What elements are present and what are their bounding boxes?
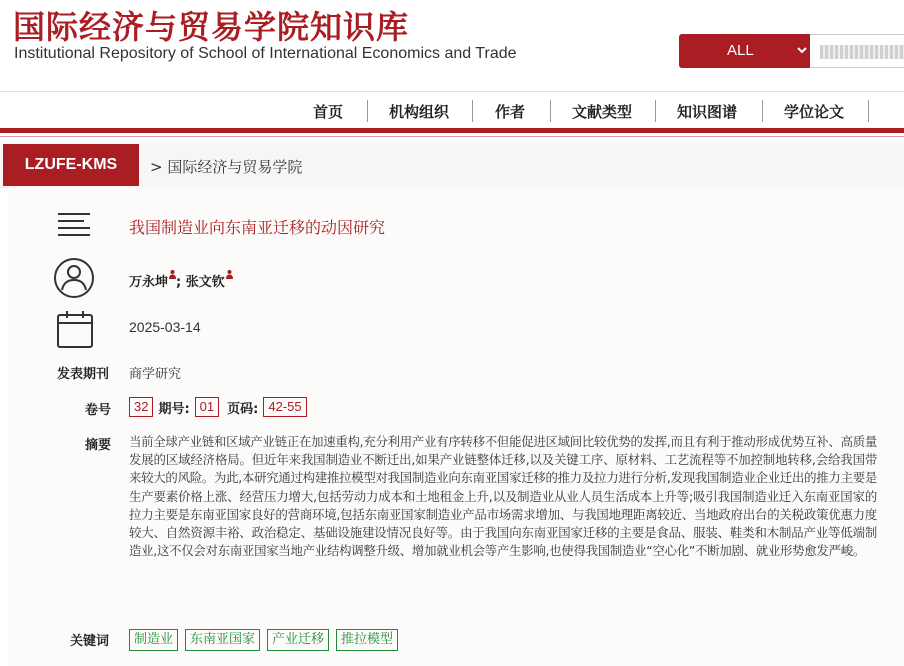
site-title-cn[interactable]: 国际经济与贸易学院知识库 bbox=[13, 8, 410, 46]
publish-date: 2025-03-14 bbox=[129, 319, 201, 335]
author-link[interactable] bbox=[186, 275, 233, 290]
author-name: 万永坤 bbox=[129, 275, 169, 290]
nav-separator bbox=[367, 100, 368, 122]
search-input[interactable] bbox=[810, 34, 904, 68]
author-link[interactable] bbox=[129, 275, 176, 290]
issue-value: 01 bbox=[195, 397, 219, 417]
nav-item-knowledge-graph[interactable]: 知识图谱 bbox=[677, 103, 738, 121]
author-separator: ; bbox=[176, 275, 186, 290]
nav-separator bbox=[472, 100, 473, 122]
person-icon bbox=[226, 270, 233, 279]
main-nav bbox=[0, 92, 904, 128]
nav-thin-rule bbox=[0, 136, 904, 137]
breadcrumb[interactable]: > 国际经济与贸易学院 bbox=[150, 158, 303, 176]
journal-name[interactable]: 商学研究 bbox=[129, 367, 182, 382]
author-list bbox=[129, 271, 233, 290]
journal-label: 发表期刊 bbox=[57, 367, 110, 382]
site-title-en: Institutional Repository of School of International Economics and Trade bbox=[14, 45, 517, 62]
keyword-list bbox=[129, 628, 405, 650]
nav-item-authors[interactable]: 作者 bbox=[495, 103, 526, 121]
keywords-label: 关键词 bbox=[70, 634, 110, 649]
menu-lines-icon bbox=[56, 211, 92, 243]
author-name: 张文钦 bbox=[185, 275, 225, 290]
volume-label: 卷号 bbox=[85, 403, 112, 418]
pages-value: 42-55 bbox=[263, 397, 306, 417]
nav-separator bbox=[868, 100, 869, 122]
record-panel bbox=[8, 187, 904, 666]
keyword-tag[interactable]: 产业迁移 bbox=[267, 629, 329, 651]
nav-separator bbox=[655, 100, 656, 122]
nav-item-doc-types[interactable]: 文献类型 bbox=[572, 103, 633, 121]
nav-separator bbox=[550, 100, 551, 122]
nav-red-rule bbox=[0, 128, 904, 133]
nav-item-home[interactable]: 首页 bbox=[313, 103, 344, 121]
volume-row bbox=[129, 397, 307, 417]
keyword-tag[interactable]: 东南亚国家 bbox=[185, 629, 260, 651]
volume-value: 32 bbox=[129, 397, 153, 417]
abstract-label: 摘要 bbox=[85, 438, 112, 453]
search-scope-select[interactable] bbox=[679, 34, 810, 68]
repository-badge[interactable]: LZUFE-KMS bbox=[3, 144, 139, 186]
user-circle-icon bbox=[53, 257, 95, 303]
issue-label: 期号: bbox=[158, 401, 190, 417]
nav-item-theses[interactable]: 学位论文 bbox=[784, 103, 845, 121]
nav-item-organization[interactable]: 机构组织 bbox=[389, 103, 450, 121]
calendar-icon bbox=[56, 309, 94, 353]
header bbox=[0, 0, 904, 92]
pages-label: 页码: bbox=[227, 401, 259, 417]
article-title: 我国制造业向东南亚迁移的动因研究 bbox=[129, 218, 386, 237]
keyword-tag[interactable]: 制造业 bbox=[129, 629, 178, 651]
search-scope-value: ALL bbox=[727, 42, 754, 59]
keyword-tag[interactable]: 推拉模型 bbox=[336, 629, 398, 651]
abstract-text: 当前全球产业链和区域产业链正在加速重构,充分利用产业有序转移不但能促进区域间比较优势的发挥,而且有利于推动形成优势互补、高质量发展的区域经济格局。但近年来我国制造业不断迁出,如果产业链整体迁移,以及关键工序、原材料、工艺流程等不加控制地转移,会给我国带来较大的风险。为此,本研究通过构建推拉模型对我国制造业向东南亚国家迁移的推力及拉力进行分析,发现我国制造业企业迁出的推力主要是生产要素价格上涨、经营压力增大,包括劳动力成本和土地租金上升,以及制造业从业人员生活成本上升等;吸引我国制造业迁入东南亚国家的拉力主要是东南亚国家良好的营商环境,包括东南亚国家制造业产品市场需求增加、与我国地理距离较近、当地政府出台的关税政策优惠力度较大、自然资源丰裕、政治稳定、基础设施建设情况良好等。由于我国向东南亚国家迁移的主要是食品、服装、鞋类和木制品产业等低端制造业,这不仅会对东南亚国家当地产业结构调整升级、增加就业机会等产生影响,也使得我国制造业“空心化”不断加剧、就业形势愈发严峻。 bbox=[129, 434, 877, 559]
search-input-placeholder bbox=[820, 45, 904, 59]
nav-separator bbox=[762, 100, 763, 122]
chevron-down-icon bbox=[797, 40, 807, 63]
person-icon bbox=[169, 270, 176, 279]
